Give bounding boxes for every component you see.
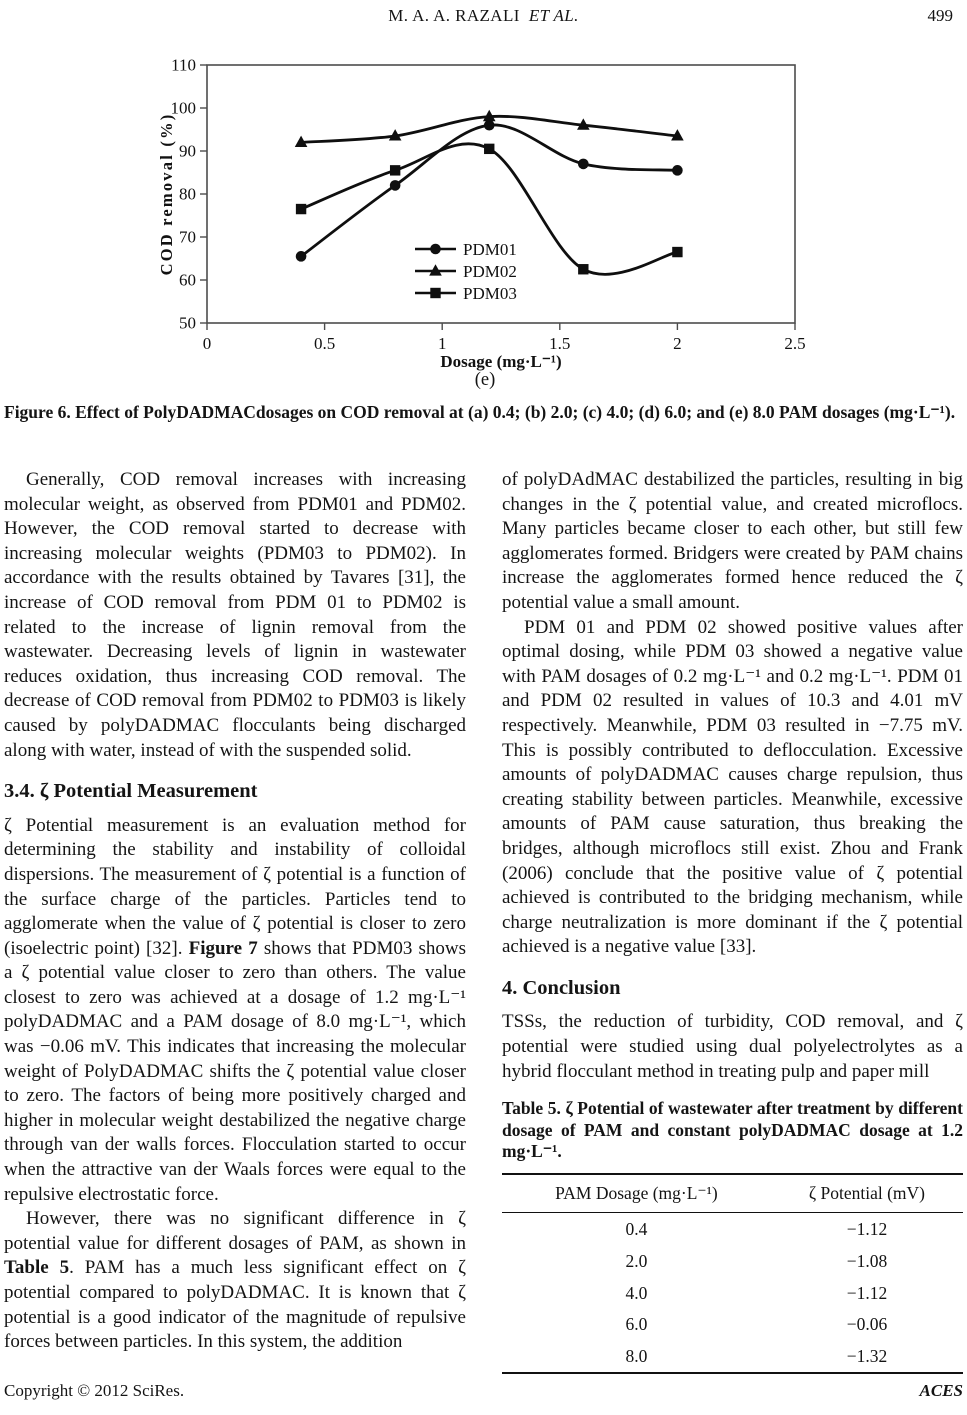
table-row [502,1309,963,1341]
marker-square-PDM03 [296,204,306,214]
y-tick-label: 70 [179,227,196,247]
figure-caption: Figure 6. Effect of PolyDADMACdosages on COD removal at (a) 0.4; (b) 2.0; (c) 4.0; (d) 6.0; and (e) 8.0 PAM dosages (mg·L⁻¹). [4,402,956,422]
table-row [502,1245,963,1277]
table-cell: 2.0 [625,1250,648,1271]
figure-panel-label: (e) [474,370,496,390]
text-run: TSSs, the reduction of turbidity, COD removal, and ζ potential were studied using dual polyelectrolytes as a hybrid flocculant method in treating pulp and paper mill [502,1011,963,1082]
x-axis-title: Dosage (mg·L⁻¹) [440,352,562,371]
table-head [502,1174,963,1213]
table-row [502,1277,963,1309]
marker-circle-PDM01 [296,251,307,262]
table-caption: Table 5. ζ Potential of wastewater after treatment by different dosage of PAM and constant polyDADMAC dosage at 1.2 mg·L⁻¹. [502,1098,963,1162]
legend-label: PDM02 [463,262,517,281]
cod-removal-chart-svg [150,48,820,393]
x-tick-label: 0 [202,334,212,353]
column-header: ζ Potential (mV) [771,1174,963,1213]
page-number: 499 [927,6,953,25]
text-run: However, there was no significant difference in ζ potential value for different dosages of PAM, as shown in [4,1208,466,1254]
marker-circle-PDM01 [484,120,495,131]
running-head-etal: ET AL. [528,6,579,25]
section-heading: 4. Conclusion [502,976,621,999]
legend-item-PDM03 [415,284,517,303]
y-axis-title: COD removal (%) [157,112,176,276]
copyright-text: Copyright © 2012 SciRes. [4,1381,185,1400]
section-heading: 3.4. ζ Potential Measurement [4,780,258,803]
paragraph [502,616,963,960]
legend-item-PDM01 [415,240,517,259]
y-tick-label: 50 [179,313,196,333]
table-cell: −1.32 [846,1346,888,1367]
paragraph [4,1207,466,1355]
text-run: Figure 7 [188,937,258,959]
legend-marker-square [430,288,440,298]
column-header: PAM Dosage (mg·L⁻¹) [502,1174,771,1213]
right-column [502,468,963,1374]
y-tick-label: 110 [171,55,196,75]
text-run: ζ Potential measurement is an evaluation method for determining the stability and instability of colloidal dispersions. The measurement of ζ potential is a function of the surface charge of the particles. Particles tend to agglomerate when the value of ζ potential is closer to zero (isoelectric point) [32]. [4,814,466,959]
legend-item-PDM02 [415,262,517,281]
table-header-row [502,1174,963,1213]
marker-square-PDM03 [484,144,494,154]
paragraph [4,814,466,1208]
table-cell: −1.12 [846,1218,888,1239]
table-cell: −1.08 [846,1250,888,1271]
text-run: Table 5 [4,1257,70,1279]
marker-circle-PDM01 [578,159,589,170]
left-column [4,468,466,1355]
legend-label: PDM01 [463,240,517,259]
legend-label: PDM03 [463,284,517,303]
marker-square-PDM03 [390,165,400,175]
legend-marker-circle [430,244,441,255]
table-cell: 6.0 [625,1314,648,1335]
journal-abbrev: ACES [919,1381,963,1400]
table-cell: 4.0 [625,1282,648,1303]
marker-circle-PDM01 [672,165,683,176]
data-table [502,1173,963,1375]
page-header [0,6,967,32]
table-body [502,1213,963,1373]
table-cell: −1.12 [846,1282,888,1303]
table-cell: 8.0 [625,1346,648,1367]
cod-removal-chart [150,48,820,393]
paragraph [502,468,963,616]
y-tick-label: 60 [179,270,196,290]
y-tick-label: 100 [170,98,196,118]
running-head-authors: M. A. A. RAZALI [388,6,520,25]
marker-circle-PDM01 [390,180,401,191]
x-tick-label: 0.5 [313,334,336,353]
text-run: . PAM has a much less significant effect on ζ potential compared to polyDADMAC. It is known that ζ potential is a good indicator of the magnitude of repulsive forces between particles. In this system, the addition [4,1257,466,1353]
x-tick-label: 1 [437,334,447,353]
text-run: Generally, COD removal increases with increasing molecular weight, as observed from PDM01 and PDM02. However, the COD removal started to decrease with increasing molecular weights (PDM03 to PDM02). In accordance with the results obtained by Tavares [31], the increase of COD removal from PDM 01 to PDM02 is related to the increase of lignin removal from the wastewater. Decreasing levels of lignin in wastewater reduces oxidation, thus increasing COD removal. The decrease of COD removal from PDM02 to PDM03 is likely caused by polyDADMAC flocculants being discharged along with water, instead of with the suspended solid. [4,469,466,761]
text-run: of polyDAdMAC destabilized the particles, resulting in big changes in the ζ potential value, and created microflocs. Many particles became closer to each other, but still few agglomerates formed. Bridgers were created by PAM chains increase the agglomerates formed hence reduced the ζ potential value a small amount. [502,469,963,613]
marker-square-PDM03 [578,264,588,274]
table-cell: 0.4 [625,1218,648,1239]
y-tick-label: 90 [179,141,196,161]
table-cell: −0.06 [846,1314,888,1335]
text-run: PDM 01 and PDM 02 showed positive values after optimal dosing, while PDM 03 showed a negative value with PAM dosages of 0.2 mg·L⁻¹ and 0.2 mg·L⁻¹. PDM 01 and PDM 02 resulted in values of 10.3 and 4.01 mV respectively. Meanwhile, PDM 03 resulted in −7.75 mV. This is possibly contributed to deflocculation. Excessive amounts of polyDADMAC causes charge repulsion, thus creating stability between particles. Meanwhile, excessive amounts of PAM cause saturation, thus breaking the bridges, although microflocs still exist. Zhou and Frank (2006) conclude that the positive value of ζ potential achieved is contributed to the bridging mechanism, while charge neutralization is more dominant if the ζ potential achieved is a negative value [33]. [502,616,963,958]
table-row [502,1213,963,1245]
x-tick-label: 2.5 [784,334,806,353]
table-row [502,1340,963,1373]
x-tick-label: 2 [673,334,682,353]
x-tick-label: 1.5 [549,334,571,353]
y-tick-label: 80 [179,184,196,204]
marker-square-PDM03 [672,247,682,257]
paragraph [502,1010,963,1084]
paragraph [4,468,466,763]
figure-6 [0,44,967,456]
running-head [0,6,967,26]
page-footer [4,1381,963,1405]
text-run: shows that PDM03 shows a ζ potential value closer to zero than others. The value closest to zero was achieved at a dosage of 1.2 mg·L⁻¹ polyDADMAC and a PAM dosage of 8.0 mg·L⁻¹, which was −0.06 mV. This indicates that increasing the molecular weight of PolyDADMAC shifts the ζ potential value closer to zero. The factors of being more positively charged and higher in molecular weight destabilized the negative charge through van der walls forces. Flocculation started to occur when the attractive van der Waals forces were equal to the repulsive electrostatic force. [4,937,466,1205]
